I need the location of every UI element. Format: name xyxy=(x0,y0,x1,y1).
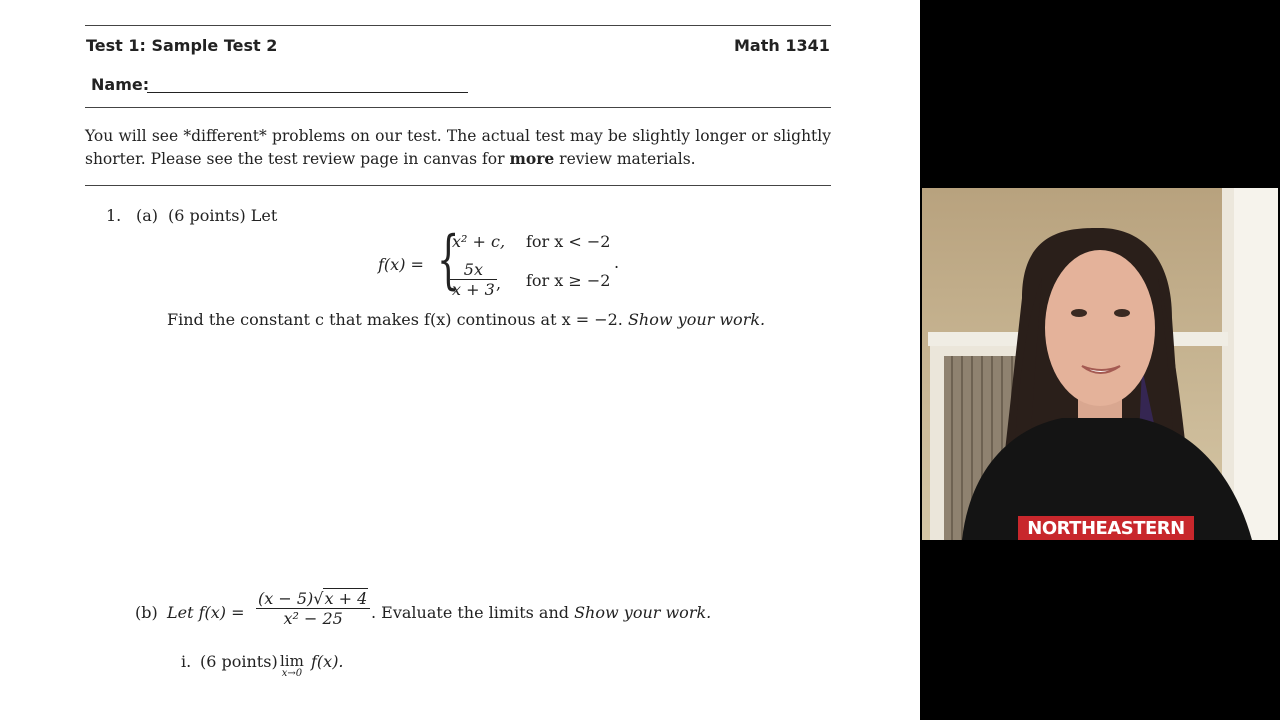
header-rule xyxy=(85,107,831,108)
piecewise-period: . xyxy=(614,253,620,272)
numerator-prefix: (x − 5) xyxy=(258,589,314,608)
case2-condition: for x ≥ −2 xyxy=(526,271,611,290)
face xyxy=(1045,250,1155,406)
intro-rule xyxy=(85,185,831,186)
course-number: Math 1341 xyxy=(734,36,830,55)
name-label: Name: xyxy=(91,75,150,94)
case2-denominator: x + 3 xyxy=(452,280,495,299)
sub-i-points: (6 points) xyxy=(200,652,278,671)
part-b-denominator: x² − 25 xyxy=(256,608,370,628)
part-a-points: (6 points) Let xyxy=(168,206,278,225)
intro-text-after: review materials. xyxy=(554,149,696,168)
piecewise-brace: { xyxy=(437,223,460,297)
case2-fraction xyxy=(450,260,497,299)
part-b-after: . Evaluate the limits and xyxy=(371,603,569,622)
radicand: x + 4 xyxy=(324,589,368,608)
part-b-fraction xyxy=(256,589,370,628)
limit-operator xyxy=(280,654,304,679)
sub-i-label: i. xyxy=(181,652,192,671)
part-b-after-italic: Show your work. xyxy=(574,603,712,622)
instruction-text: Find the constant c that makes f(x) continous at x = −2. xyxy=(167,310,623,329)
top-rule xyxy=(85,25,831,26)
webcam-feed xyxy=(922,188,1278,540)
part-b-let: Let f(x) = xyxy=(167,603,245,622)
piecewise-lhs: f(x) = xyxy=(378,255,424,274)
name-blank-line xyxy=(147,92,468,93)
part-b-instruction xyxy=(371,603,711,622)
case2-numerator: 5x xyxy=(463,260,483,279)
webcam-scene xyxy=(922,188,1278,540)
intro-bold-word: more xyxy=(509,148,555,168)
lim-subscript: x→0 xyxy=(281,668,303,679)
part-b-numerator xyxy=(256,589,370,608)
case1-condition: for x < −2 xyxy=(526,232,611,251)
instruction-italic: Show your work. xyxy=(627,310,766,329)
sub-i-expression: f(x). xyxy=(311,652,344,671)
part-a-instruction xyxy=(167,310,765,329)
intro-paragraph xyxy=(85,126,831,170)
lim-text: lim xyxy=(280,652,304,670)
part-a-label: (a) xyxy=(136,206,159,225)
case2-comma: , xyxy=(496,274,502,293)
radical-sign: √ xyxy=(313,589,324,608)
case1-expression: x² + c, xyxy=(452,232,506,251)
shirt-text: NORTHEASTERN xyxy=(1027,518,1185,539)
intro-text-before: You will see *different* problems on our test. The actual test may be slightly longer or slightly shorter. Please see the test review page in canvas for xyxy=(85,127,831,168)
test-title: Test 1: Sample Test 2 xyxy=(86,36,278,55)
problem-number: 1. xyxy=(106,206,122,225)
part-b-label: (b) xyxy=(135,603,158,622)
